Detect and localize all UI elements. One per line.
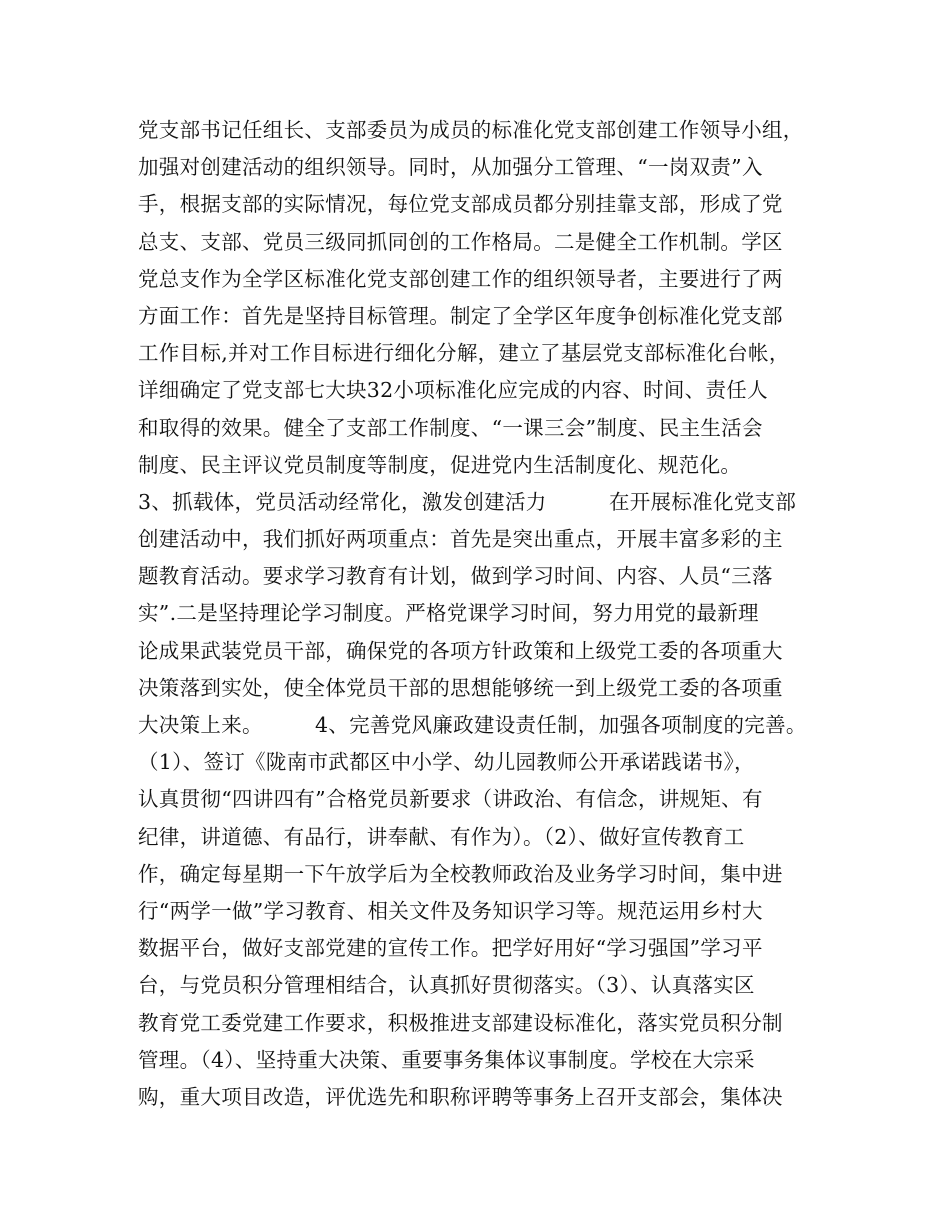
text-line: 教育党工委党建工作要求，积极推进支部建设标准化，落实党员积分制 [138,1010,783,1035]
text-line: 大决策上来。 4、完善党风廉政建设责任制，加强各项制度的完善。 [138,713,807,737]
text-line: 数据平台，做好支部党建的宣传工作。把学好用好“学习强国”学习平 [138,936,763,961]
text-line: 管理。（4）、坚持重大决策、重要事务集体议事制度。学校在大宗采 [138,1047,755,1072]
text-line: 总支、支部、党员三级同抓同创的工作格局。二是健全工作机制。学区 [138,229,783,254]
text-line: 作，确定每星期一下午放学后为全校教师政治及业务学习时间，集中进 [138,861,783,886]
text-line: 党支部书记任组长、支部委员为成员的标准化党支部创建工作领导小组， [138,118,804,142]
text-line: 认真贯彻“四讲四有”合格党员新要求（讲政治、有信念，讲规矩、有 [138,787,763,812]
text-line: 行“两学一做”学习教育、相关文件及务知识学习等。规范运用乡村大 [138,898,763,923]
text-line: 制度、民主评议党员制度等制度，促进党内生活制度化、规范化。 [138,452,742,477]
text-line: 论成果武装党员干部，确保党的各项方针政策和上级党工委的各项重大 [138,638,783,663]
text-line: 党总支作为全学区标准化党支部创建工作的组织领导者，主要进行了两 [138,266,783,291]
text-line: 手，根据支部的实际情况，每位党支部成员都分别挂靠支部，形成了党 [138,192,783,217]
text-line: 方面工作：首先是坚持目标管理。制定了全学区年度争创标准化党支部 [138,303,783,328]
text-line: 3、抓载体，党员活动经常化，激发创建活力 在开展标准化党支部 [138,489,797,514]
text-line: 实”.二是坚持理论学习制度。严格党课学习时间，努力用党的最新理 [138,601,759,626]
text-line: 纪律，讲道德、有品行，讲奉献、有作为）。（2）、做好宣传教育工 [138,824,745,849]
document-body [138,112,828,1116]
text-line: 详细确定了党支部七大块32小项标准化应完成的内容、时间、责任人 [138,378,768,403]
text-line: 创建活动中，我们抓好两项重点：首先是突出重点，开展丰富多彩的主 [138,527,783,552]
text-line: 台，与党员积分管理相结合，认真抓好贯彻落实。（3）、认真落实区 [138,973,755,998]
text-line: 加强对创建活动的组织领导。同时，从加强分工管理、“一岗双责”入 [138,155,763,180]
text-line: 购，重大项目改造，评优选先和职称评聘等事务上召开支部会，集体决 [138,1084,783,1109]
text-line: （1）、签订《陇南市武都区中小学、幼儿园教师公开承诺践诺书》， [138,750,755,775]
text-line: 工作目标,并对工作目标进行细化分解，建立了基层党支部标准化台帐， [138,341,790,366]
text-line: 决策落到实处，使全体党员干部的思想能够统一到上级党工委的各项重 [138,675,783,700]
text-line: 和取得的效果。健全了支部工作制度、“一课三会”制度、民主生活会 [138,415,763,440]
text-line: 题教育活动。要求学习教育有计划，做到学习时间、内容、人员“三落 [138,564,773,589]
